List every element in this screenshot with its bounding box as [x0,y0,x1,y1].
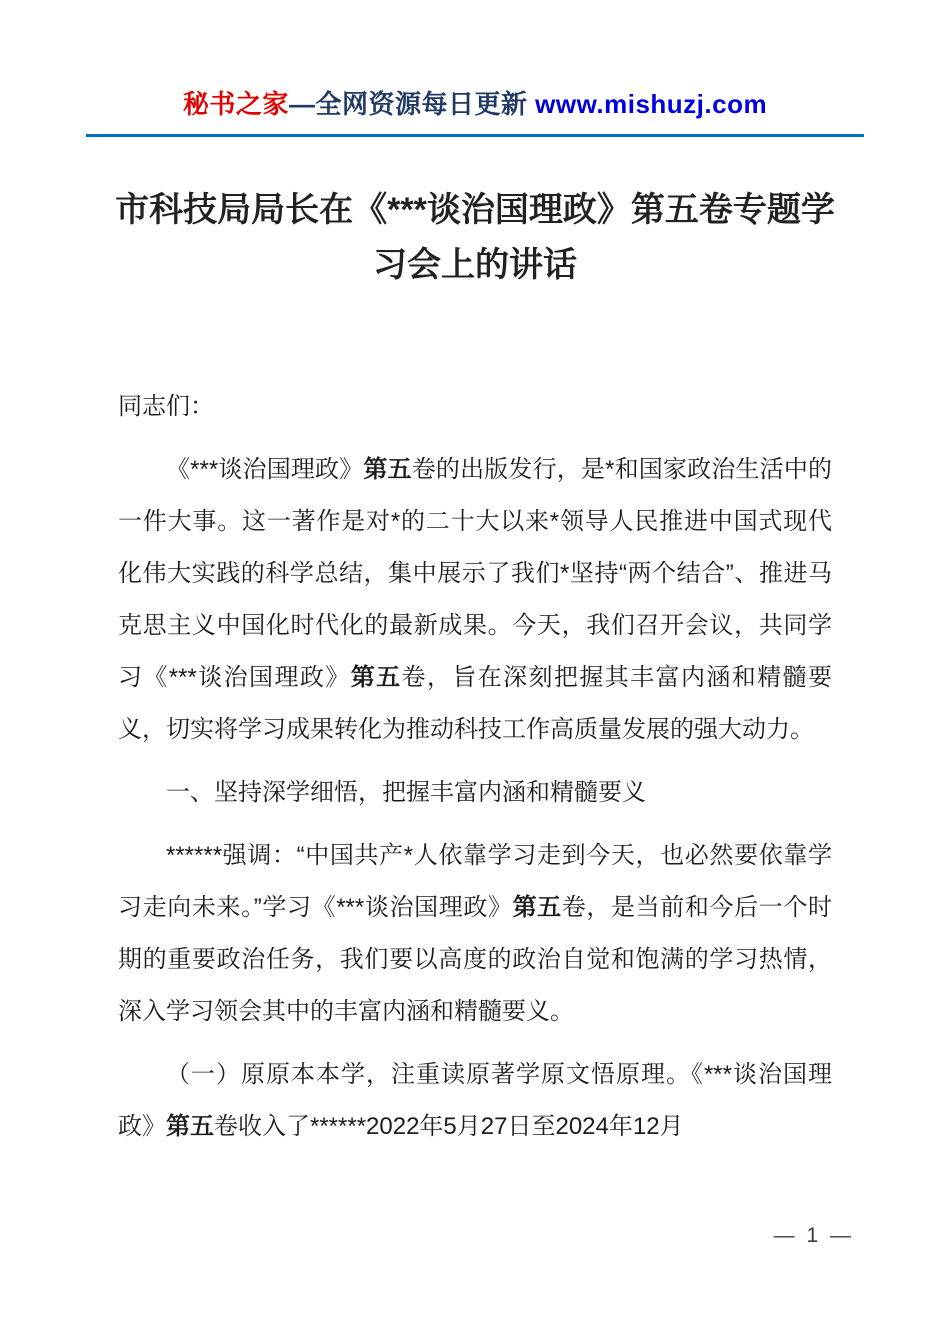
text-segment: 卷，旨在深刻把握其丰富内涵和精髓要义，切实将学习成果转化为推动科技工作高质量发展的强大动力。 [118,664,832,743]
site-url-link[interactable]: www.mishuzj.com [535,89,768,119]
site-brand-text: 秘书之家 [182,89,289,119]
document-title [108,183,842,293]
text-segment: ******强调：“中国共产*人依靠学习走到今天，也必然要依靠学习走向未来。”学习《***谈治国理政》 [118,842,832,921]
site-tagline-text: —全网资源每日更新 [288,89,536,119]
salutation: 同志们： [118,393,214,420]
title-segment-emphasis: 第五 [630,192,699,229]
header-divider [86,134,864,137]
document-body [118,381,832,1153]
text-segment: 卷收入了******2022年5月27日至2024年12月 [214,1113,684,1140]
text-segment: 《***谈治国理政》 [166,456,364,483]
title-segment: 卷专题学习会上的讲话 [373,191,835,284]
page-number: — 1 — [773,1224,854,1247]
text-segment-emphasis: 第五 [512,894,562,921]
text-segment-emphasis: 第五 [166,1113,214,1140]
text-segment: （一）原原本本学，注重读原著学原文悟原理。《***谈治国理政》 [118,1061,832,1140]
text-segment-emphasis: 第五 [363,456,412,483]
text-segment-emphasis: 第五 [350,664,402,691]
text-segment: 卷的出版发行，是*和国家政治生活中的一件大事。这一著作是对*的二十大以来*领导人民推进中国式现代化伟大实践的科学总结，集中展示了我们*坚持“两个结合”、推进马克思主义中国化时代化的最新成果。今天，我们召开会议，共同学习《***谈治国理政》 [118,456,832,691]
site-header [0,0,950,121]
section-heading-1: 一、坚持深学细悟，把握丰富内涵和精髓要义 [166,779,646,806]
paragraph-intro [118,444,832,756]
paragraph-subsection-1 [118,1049,832,1153]
title-segment: 市科技局局长在《***谈治国理政》 [115,191,631,229]
text-segment: 卷，是当前和今后一个时期的重要政治任务，我们要以高度的政治自觉和饱满的学习热情，深入学习领会其中的丰富内涵和精髓要义。 [118,894,833,1025]
paragraph-quote [118,830,832,1038]
